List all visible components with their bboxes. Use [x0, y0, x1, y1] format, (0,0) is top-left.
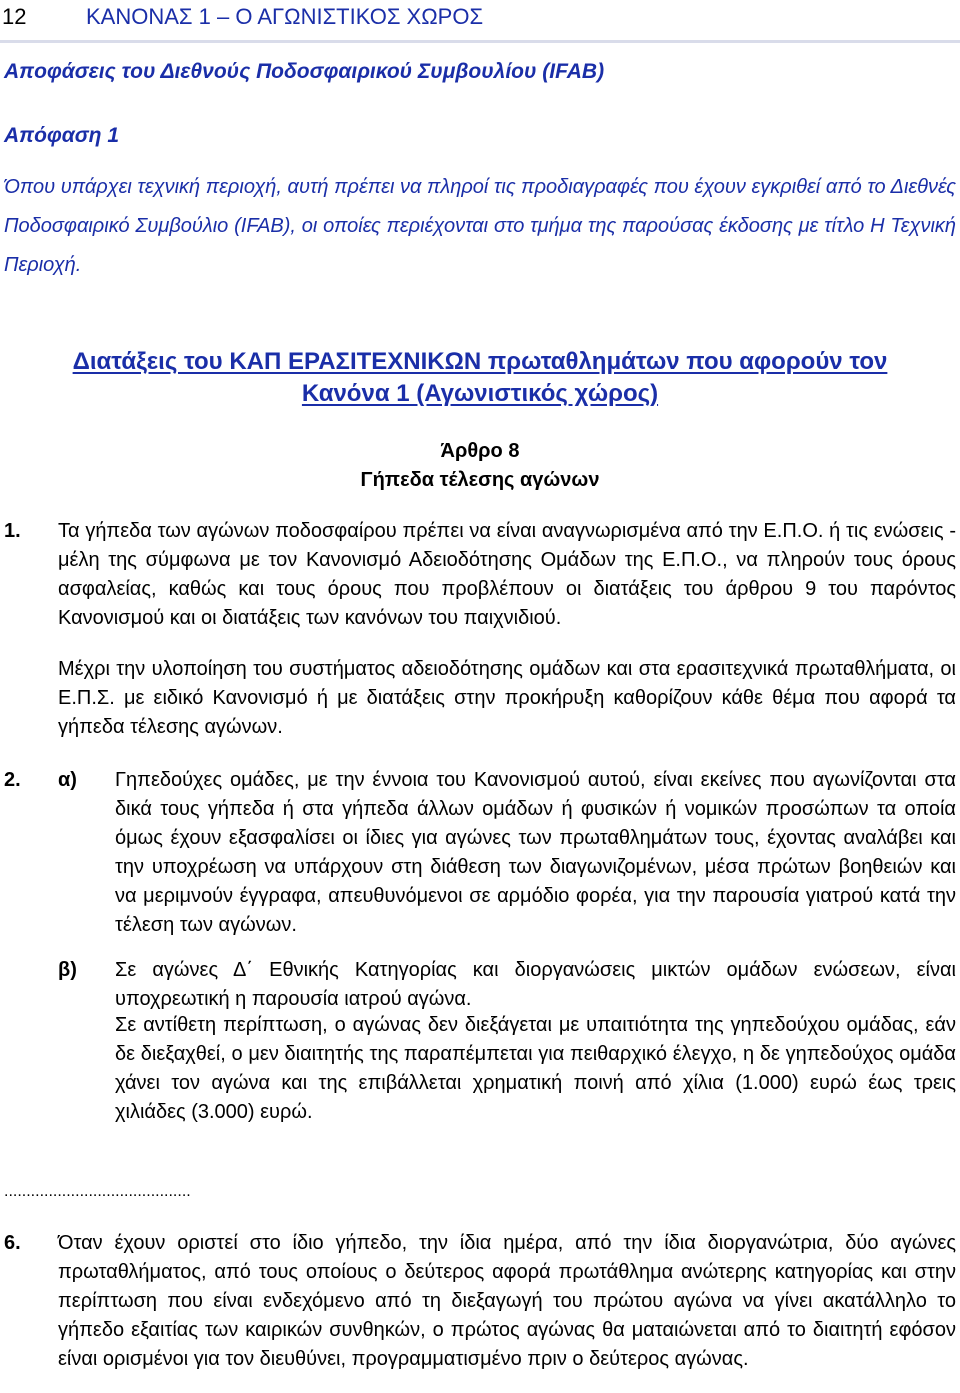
paragraph-6-text: Όταν έχουν οριστεί στο ίδιο γήπεδο, την ίδια ημέρα, από την ίδια διοργανώτρια, δύο αγώνες πρωταθλήματος, από τους οποίους ο δεύτερος αφορά πρωτάθλημα ανώτερης κατηγορίας και στην περίπτωση που είναι ενδεχόμενο από τη διεξαγωγή του πρώτου αγώνα να γίνει ακατάλληλο το γήπεδο εξαιτίας των καιρικών συνθηκών, ο πρώτος αγώνας θα ματαιώνεται από το διαιτητή εφόσον είναι ορισμένοι για τον διευθύνει, προγραμματισμένο πριν ο δεύτερος αγώνας.: [58, 1232, 956, 1370]
omission-ellipsis: ..........................................: [4, 1183, 191, 1200]
paragraph-1-text-2: Μέχρι την υλοποίηση του συστήματος αδειοδότησης ομάδων και στα ερασιτεχνικά πρωταθλήματα, οι Ε.Π.Σ. με ειδικό Κανονισμό ή με διατάξεις στην προκήρυξη καθορίζουν κάθε θέμα που αφορά τα γήπεδα τέλεσης αγώνων.: [58, 658, 956, 738]
header-divider: [0, 40, 960, 43]
page-number: 12: [2, 4, 27, 29]
decision-label: Απόφαση 1: [4, 124, 120, 147]
paragraph-2a-label: α): [58, 769, 77, 791]
article-title: Γήπεδα τέλεσης αγώνων: [360, 469, 600, 491]
paragraph-2b-text: Σε αγώνες Δ΄ Εθνικής Κατηγορίας και διοργανώσεις μικτών ομάδων ενώσεων, είναι υποχρεωτική η παρουσία ιατρού αγώνα.: [115, 959, 956, 1010]
page-header: [2, 4, 483, 30]
paragraph-2a-text: Γηπεδούχες ομάδες, με την έννοια του Κανονισμού αυτού, είναι εκείνες που αγωνίζονται στα δικά τους γήπεδα ή στα γήπεδα άλλων ομάδων ή φυσικών ή νομικών προσώπων τα οποία όμως έχουν εξασφαλίσει οι ίδιες για αγώνες των πρωταθλημάτων τους, έχοντας αναλάβει και την υποχρέωση να υπάρχουν στη διάθεση των διαγωνιζομένων, μέσα πρώτων βοηθειών και να μεριμνούν έγγραφα, απευθυνόμενοι σε αρμόδιο φορέα, για την παρουσία γιατρού κατά την τέλεση των αγώνων.: [115, 769, 956, 936]
paragraph-1-text: Τα γήπεδα των αγώνων ποδοσφαίρου πρέπει να είναι αναγνωρισμένα από την Ε.Π.Ο. ή τις ενώσεις - μέλη της σύμφωνα με τον Κανονισμό Αδειοδότησης Ομάδων της Ε.Π.Ο., να πληρούν τους όρους ασφαλείας, καθώς και τους όρους που προβλέπουν οι διατάξεις του άρθρου 9 του παρόντος Κανονισμού και οι διατάξεις των κανόνων του παιχνιδιού.: [58, 520, 956, 629]
kap-heading-line-2: Κανόνα 1 (Αγωνιστικός χώρος): [301, 380, 659, 407]
article-number: Άρθρο 8: [440, 440, 520, 462]
decision-text: Όπου υπάρχει τεχνική περιοχή, αυτή πρέπει να πληροί τις προδιαγραφές που έχουν εγκριθεί από το Διεθνές Ποδοσφαιρικό Συμβούλιο (IFAB), οι οποίες περιέχονται στο τμήμα της παρούσας έκδοσης με τίτλο Η Τεχνική Περιοχή.: [4, 176, 956, 276]
paragraph-2b-text-2: Σε αντίθετη περίπτωση, ο αγώνας δεν διεξάγεται με υπαιτιότητα της γηπεδούχου ομάδας, εάν δε διεξαχθεί, ο μεν διαιτητής της παραπέμπεται για πειθαρχικό έλεγχο, η δε γηπεδούχος ομάδα χάνει τον αγώνα και της επιβάλλεται χρηματική ποινή από χίλια (1.000) ευρώ έως τρεις χιλιάδες (3.000) ευρώ.: [115, 1014, 956, 1123]
kap-heading-line-1: Διατάξεις του ΚΑΠ ΕΡΑΣΙΤΕΧΝΙΚΩΝ πρωταθλημάτων που αφορούν τον: [72, 348, 888, 375]
chapter-title: ΚΑΝΟΝΑΣ 1 – Ο ΑΓΩΝΙΣΤΙΚΟΣ ΧΩΡΟΣ: [86, 4, 484, 29]
kap-provisions-heading: [0, 346, 960, 410]
paragraph-1-number: 1.: [4, 520, 21, 542]
paragraph-2-number: 2.: [4, 769, 21, 791]
article-heading: [0, 437, 960, 495]
paragraph-2b-label: β): [58, 959, 77, 981]
ifab-decisions-title: Αποφάσεις του Διεθνούς Ποδοσφαιρικού Συμβουλίου (IFAB): [4, 60, 605, 83]
paragraph-6-number: 6.: [4, 1232, 21, 1254]
